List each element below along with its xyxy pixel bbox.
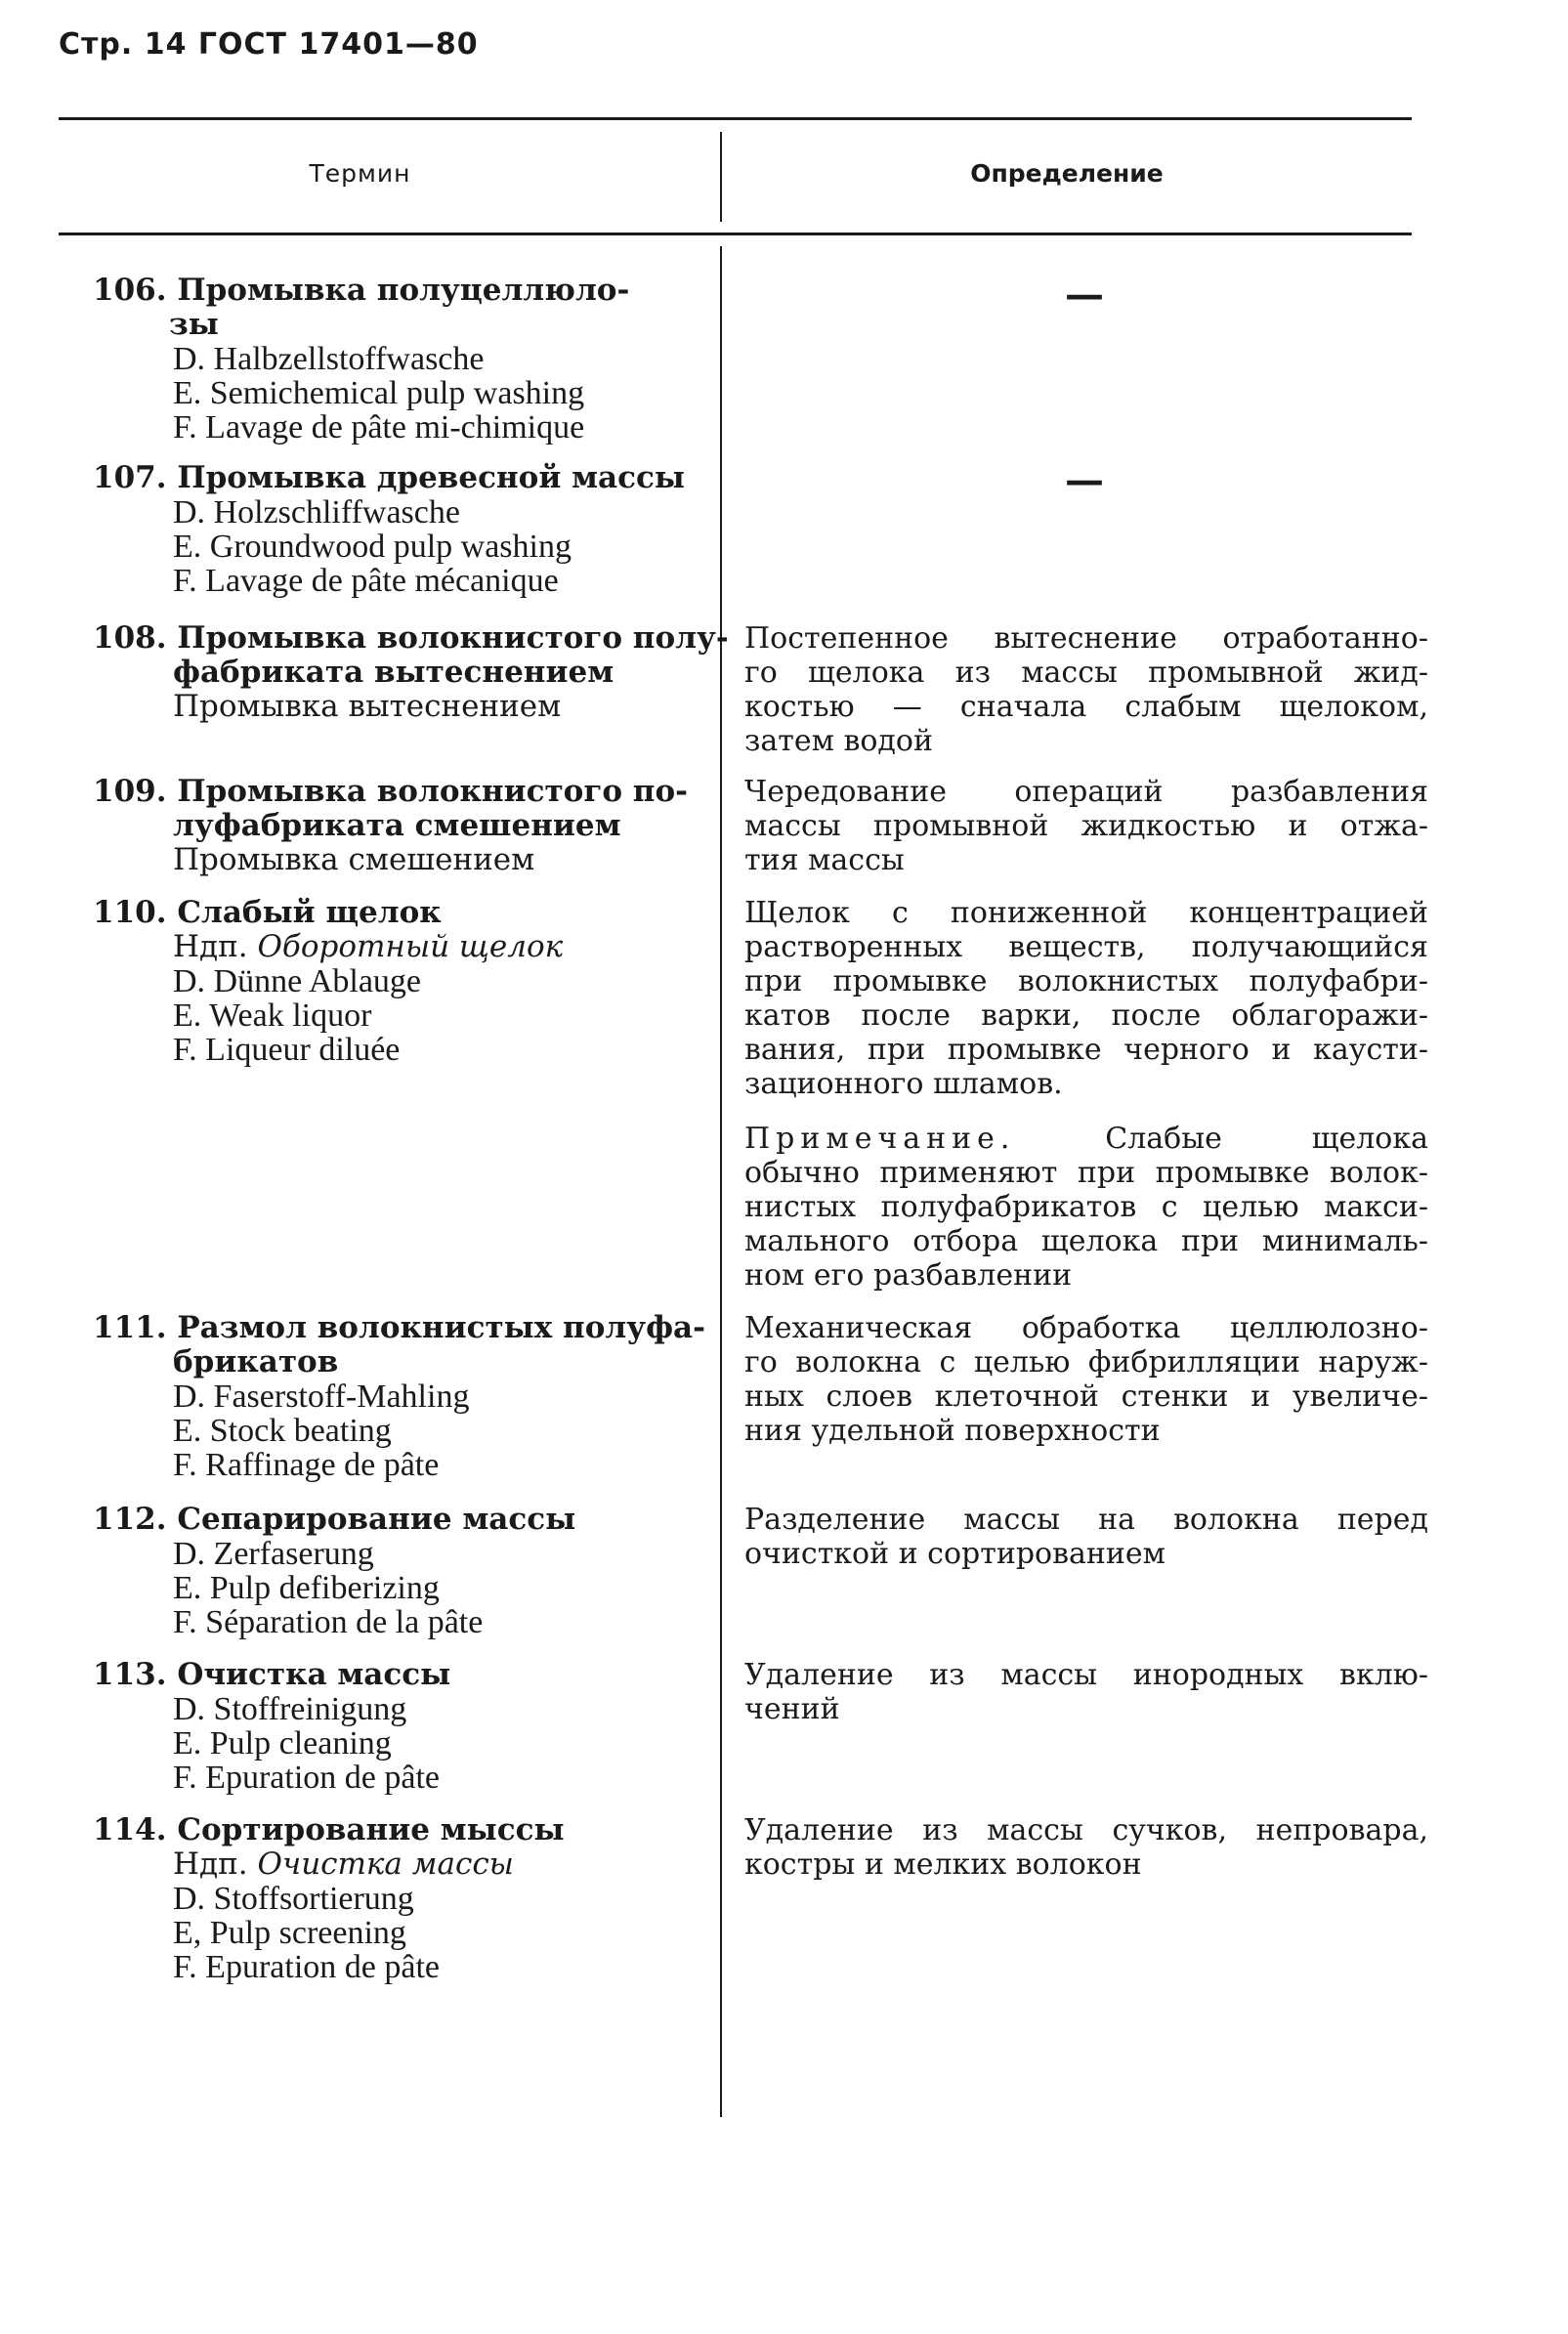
definition-line: затем водой — [744, 724, 933, 758]
german-term: D. Stoffsortierung — [173, 1881, 414, 1917]
definition-113 — [744, 1658, 1428, 1726]
definition-line: зационного шламов. — [744, 1067, 1063, 1101]
french-term: F. Raffinage de pâte — [173, 1447, 440, 1483]
definition-line: при промывке волокнистых полуфабри- — [744, 964, 1428, 998]
term-synonym: Промывка вытеснением — [173, 689, 562, 724]
body-column-divider — [720, 246, 722, 2117]
term-line: луфабриката смешением — [173, 808, 621, 843]
definition-109 — [744, 775, 1428, 877]
entry-number: 109. — [93, 774, 167, 809]
term-line — [93, 896, 563, 930]
entry-106 — [93, 274, 629, 445]
entry-number: 111. — [93, 1310, 167, 1345]
term-line: зы — [169, 307, 219, 342]
english-term: E. Pulp defiberizing — [173, 1570, 440, 1606]
term-line — [93, 1813, 565, 1847]
entry-number: 107. — [93, 460, 167, 495]
term-column-header: Термин — [309, 159, 411, 188]
english-term: E. Stock beating — [173, 1413, 392, 1449]
definition-line: костью — сначала слабым щелоком, — [744, 690, 1428, 724]
definition-dash: — — [1065, 457, 1104, 503]
french-term: F. Epuration de pâte — [173, 1949, 440, 1985]
definition-line: Чередование операций разбавления — [744, 775, 1428, 809]
term-text: Размол волокнистых полуфа- — [177, 1310, 705, 1345]
deprecated-prefix: Ндп. — [173, 929, 248, 964]
definition-line: Механическая обработка целлюлозно- — [744, 1311, 1428, 1345]
note-line: мального отбора щелока при минималь- — [744, 1224, 1428, 1258]
definition-112 — [744, 1503, 1428, 1571]
note-first-line — [744, 1122, 1428, 1156]
entry-number: 113. — [93, 1657, 167, 1692]
entry-114 — [93, 1813, 565, 1984]
term-line — [93, 1503, 575, 1537]
definition-line: го щелока из массы промывной жид- — [744, 656, 1428, 690]
term-text: Слабый щелок — [177, 895, 442, 930]
definition-line: очисткой и сортированием — [744, 1537, 1165, 1571]
term-text: Сортирование мыссы — [177, 1812, 565, 1847]
note-text: Слабые щелока — [1105, 1122, 1428, 1156]
french-term: F. Epuration de pâte — [173, 1760, 440, 1796]
definition-108 — [744, 621, 1428, 758]
definition-111 — [744, 1311, 1428, 1448]
definition-column-header: Определение — [970, 159, 1164, 188]
definition-line: тия массы — [744, 843, 905, 877]
deprecated-text: Очистка массы — [257, 1846, 514, 1882]
english-term: E. Groundwood pulp washing — [173, 529, 572, 565]
french-term: F. Liqueur diluée — [173, 1032, 401, 1068]
definition-114 — [744, 1813, 1428, 1882]
definition-line: Постепенное вытеснение отработанно- — [744, 621, 1428, 656]
term-line: фабриката вытеснением — [173, 655, 614, 690]
header-bottom-rule — [59, 233, 1412, 235]
entry-110 — [93, 896, 563, 1067]
note-line: ном его разбавлении — [744, 1258, 1073, 1293]
term-line — [93, 775, 688, 809]
term-text: Промывка полуцеллюло- — [177, 273, 630, 308]
term-line — [93, 274, 629, 308]
definition-dash: — — [1065, 272, 1104, 318]
german-term: D. Faserstoff-Mahling — [173, 1379, 470, 1415]
definition-line: массы промывной жидкостью и отжа- — [744, 809, 1428, 843]
term-text: Очистка массы — [177, 1657, 451, 1692]
deprecated-text: Оборотный щелок — [257, 929, 564, 964]
definition-line: го волокна с целью фибрилляции наруж- — [744, 1345, 1428, 1379]
english-term: E. Weak liquor — [173, 997, 372, 1034]
german-term: D. Stoffreinigung — [173, 1691, 407, 1727]
definition-110 — [744, 896, 1428, 1101]
note-line: обычно применяют при промывке волок- — [744, 1156, 1428, 1190]
term-text: Сепарирование массы — [177, 1502, 576, 1537]
term-line — [93, 1311, 705, 1345]
entry-109 — [93, 775, 688, 877]
deprecated-term — [93, 1847, 565, 1882]
entry-number: 110. — [93, 895, 167, 930]
german-term: D. Halbzellstoffwasche — [173, 341, 485, 377]
definition-line: растворенных веществ, получающийся — [744, 930, 1428, 964]
definition-line: чений — [744, 1692, 840, 1726]
entry-number: 106. — [93, 273, 167, 308]
term-text: Промывка волокнистого по- — [177, 774, 689, 809]
term-synonym: Промывка смешением — [173, 842, 535, 877]
entry-113 — [93, 1658, 450, 1795]
note-line: нистых полуфабрикатов с целью макси- — [744, 1190, 1428, 1224]
entry-number: 112. — [93, 1502, 167, 1537]
entry-number: 114. — [93, 1812, 167, 1847]
definition-line: ных слоев клеточной стенки и увеличе- — [744, 1379, 1428, 1414]
definition-line: Удаление из массы сучков, непровара, — [744, 1813, 1428, 1847]
entry-107 — [93, 461, 685, 598]
note-label: Примечание. — [744, 1122, 1016, 1156]
german-term: D. Holzschliffwasche — [173, 494, 460, 530]
french-term: F. Lavage de pâte mi-chimique — [173, 409, 585, 446]
definition-line: Разделение массы на волокна перед — [744, 1503, 1428, 1537]
entry-111 — [93, 1311, 705, 1482]
german-term: D. Zerfaserung — [173, 1536, 374, 1572]
entry-108 — [93, 621, 729, 724]
definition-line: Удаление из массы инородных вклю- — [744, 1658, 1428, 1692]
definition-line: вания, при промывке черного и каусти- — [744, 1033, 1428, 1067]
deprecated-prefix: Ндп. — [173, 1846, 248, 1882]
entry-112 — [93, 1503, 575, 1639]
french-term: F. Séparation de la pâte — [173, 1604, 484, 1640]
term-line — [93, 621, 729, 656]
term-line: брикатов — [173, 1344, 339, 1379]
entry-number: 108. — [93, 620, 167, 656]
english-term: E, Pulp screening — [173, 1915, 406, 1951]
definition-line: ния удельной поверхности — [744, 1414, 1161, 1448]
top-rule — [59, 117, 1412, 120]
definition-line: катов после варки, после облагоражи- — [744, 998, 1428, 1033]
english-term: E. Pulp cleaning — [173, 1725, 392, 1761]
term-line — [93, 461, 685, 495]
french-term: F. Lavage de pâte mécanique — [173, 563, 559, 599]
definition-line: костры и мелких волокон — [744, 1847, 1142, 1882]
german-term: D. Dünne Ablauge — [173, 963, 422, 999]
deprecated-term — [93, 930, 563, 964]
term-text: Промывка древесной массы — [177, 460, 685, 495]
english-term: E. Semichemical pulp washing — [173, 375, 585, 411]
term-line — [93, 1658, 450, 1692]
page-header: Стр. 14 ГОСТ 17401—80 — [59, 27, 479, 62]
note-110 — [744, 1122, 1428, 1293]
definition-line: Щелок с пониженной концентрацией — [744, 896, 1428, 930]
term-text: Промывка волокнистого полу- — [177, 620, 729, 656]
